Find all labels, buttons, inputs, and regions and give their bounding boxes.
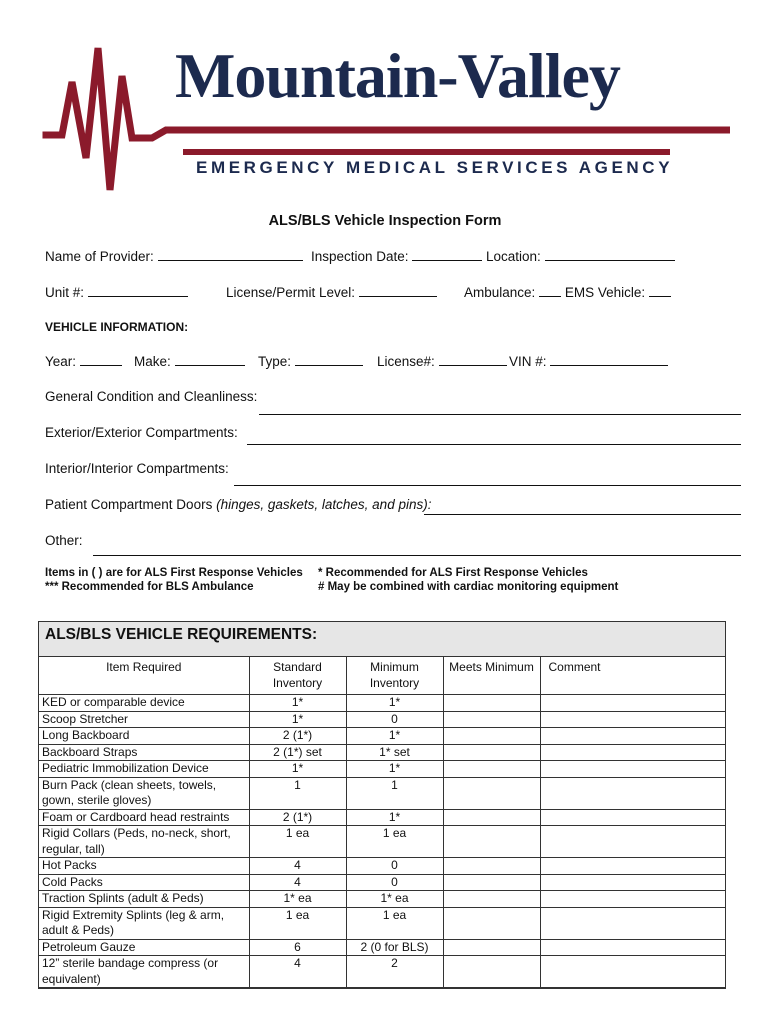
note-als-recommended: * Recommended for ALS First Response Vehicles [318,567,588,579]
interior-field[interactable] [234,485,741,486]
standard-cell: 1 ea [249,907,346,939]
form-title: ALS/BLS Vehicle Inspection Form [268,213,502,229]
minimum-cell: 1* [346,761,443,778]
type-field[interactable] [295,353,363,366]
ambulance-field[interactable] [539,284,561,297]
license-level-field[interactable] [359,284,437,297]
make-label: Make: [134,354,171,369]
standard-cell: 1* [249,711,346,728]
minimum-cell: 0 [346,711,443,728]
doors-field[interactable] [424,514,741,515]
comment-cell[interactable] [540,826,725,858]
date-label: Inspection Date: [311,249,409,264]
location-label: Location: [486,249,541,264]
provider-field[interactable] [158,248,303,261]
meets-cell[interactable] [443,711,540,728]
table-row [39,761,725,778]
requirements-header [39,622,725,657]
item-cell: Foam or Cardboard head restraints [39,809,249,826]
type-row [258,353,363,369]
doors-label: Patient Compartment Doors [45,497,213,512]
item-cell: Cold Packs [39,874,249,891]
meets-cell[interactable] [443,907,540,939]
table-row [39,891,725,908]
minimum-cell: 0 [346,858,443,875]
meets-cell[interactable] [443,858,540,875]
comment-cell[interactable] [540,891,725,908]
item-cell: Rigid Collars (Peds, no-neck, short, regular, tall) [39,826,249,858]
doors-detail: (hinges, gaskets, latches, and pins): [216,497,432,512]
note-cardiac: # May be combined with cardiac monitoring equipment [318,581,619,593]
item-cell: Backboard Straps [39,744,249,761]
doors-row [45,497,431,512]
vehicle-kind-row [464,284,671,300]
item-cell: Long Backboard [39,728,249,745]
year-field[interactable] [80,353,122,366]
ambulance-label: Ambulance: [464,285,536,300]
col-standard: Standard Inventory [249,657,346,695]
table-row [39,826,725,858]
minimum-cell: 1 ea [346,826,443,858]
comment-cell[interactable] [540,874,725,891]
brand-tagline: EMERGENCY MEDICAL SERVICES AGENCY [196,158,674,177]
license-level-label: License/Permit Level: [226,285,356,300]
comment-cell[interactable] [540,761,725,778]
minimum-cell: 0 [346,874,443,891]
year-row [45,353,122,369]
standard-cell: 1* [249,761,346,778]
comment-cell[interactable] [540,939,725,956]
general-label: General Condition and Cleanliness: [45,389,258,404]
license-field[interactable] [439,353,507,366]
standard-cell: 1* ea [249,891,346,908]
meets-cell[interactable] [443,891,540,908]
other-field[interactable] [93,555,741,556]
requirements-section [38,621,726,989]
minimum-cell: 1* [346,809,443,826]
meets-cell[interactable] [443,809,540,826]
comment-cell[interactable] [540,956,725,988]
minimum-cell: 1* [346,728,443,745]
vin-field[interactable] [550,353,668,366]
comment-cell[interactable] [540,728,725,745]
item-cell: Scoop Stretcher [39,711,249,728]
item-cell: 12” sterile bandage compress (or equivalent) [39,956,249,988]
note-right [318,566,618,594]
standard-cell: 4 [249,956,346,988]
type-label: Type: [258,354,292,369]
meets-cell[interactable] [443,744,540,761]
item-cell: KED or comparable device [39,695,249,712]
location-field[interactable] [545,248,675,261]
unit-field[interactable] [88,284,188,297]
table-row [39,874,725,891]
standard-cell: 2 (1*) [249,809,346,826]
brand-name: Mountain-Valley [175,40,620,111]
minimum-cell: 2 (0 for BLS) [346,939,443,956]
exterior-field[interactable] [247,444,741,445]
table-row [39,777,725,809]
item-cell: Traction Splints (adult & Peds) [39,891,249,908]
other-label: Other: [45,533,83,548]
standard-cell: 2 (1*) set [249,744,346,761]
meets-cell[interactable] [443,761,540,778]
minimum-cell: 1 ea [346,907,443,939]
meets-cell[interactable] [443,728,540,745]
interior-label: Interior/Interior Compartments: [45,461,229,476]
item-cell: Rigid Extremity Splints (leg & arm, adult & Peds) [39,907,249,939]
item-cell: Petroleum Gauze [39,939,249,956]
table-row [39,956,725,988]
table-row [39,907,725,939]
meets-cell[interactable] [443,939,540,956]
make-row [134,353,245,369]
unit-label: Unit #: [45,285,85,300]
item-cell: Burn Pack (clean sheets, towels, gown, sterile gloves) [39,777,249,809]
comment-cell[interactable] [540,809,725,826]
minimum-cell: 2 [346,956,443,988]
vin-row [509,353,668,369]
table-row [39,728,725,745]
location-row [486,248,675,264]
table-row [39,744,725,761]
vin-label: VIN #: [509,354,547,369]
standard-cell: 1 [249,777,346,809]
note-als-items: Items in ( ) are for ALS First Response Vehicles [45,567,303,579]
exterior-label: Exterior/Exterior Compartments: [45,425,238,440]
comment-cell[interactable] [540,907,725,939]
ems-vehicle-field[interactable] [649,284,671,297]
note-left [45,566,303,594]
table-row [39,858,725,875]
table-header-row [39,657,725,695]
provider-label: Name of Provider: [45,249,154,264]
standard-cell: 1 ea [249,826,346,858]
table-row [39,711,725,728]
ems-vehicle-label: EMS Vehicle: [564,285,646,300]
meets-cell[interactable] [443,874,540,891]
standard-cell: 4 [249,858,346,875]
minimum-cell: 1* [346,695,443,712]
minimum-cell: 1* ea [346,891,443,908]
license-level-row [226,284,437,300]
item-cell: Pediatric Immobilization Device [39,761,249,778]
requirements-table [39,657,725,988]
comment-cell[interactable] [540,744,725,761]
make-field[interactable] [175,353,245,366]
license-row [377,353,507,369]
standard-cell: 2 (1*) [249,728,346,745]
table-row [39,809,725,826]
requirements-title: ALS/BLS VEHICLE REQUIREMENTS: [45,626,318,643]
comment-cell[interactable] [540,777,725,809]
comment-cell[interactable] [540,858,725,875]
col-minimum: Minimum Inventory [346,657,443,695]
minimum-cell: 1* set [346,744,443,761]
general-field[interactable] [259,414,741,415]
col-meets: Meets Minimum [443,657,540,695]
table-row [39,695,725,712]
license-label: License#: [377,354,435,369]
col-comment: Comment [540,657,725,695]
table-row [39,939,725,956]
provider-row [45,248,303,264]
date-row [311,248,482,264]
col-item: Item Required [39,657,249,695]
comment-cell[interactable] [540,711,725,728]
meets-cell[interactable] [443,826,540,858]
standard-cell: 1* [249,695,346,712]
unit-row [45,284,188,300]
vehicle-info-label: VEHICLE INFORMATION: [45,320,189,334]
standard-cell: 4 [249,874,346,891]
year-label: Year: [45,354,77,369]
minimum-cell: 1 [346,777,443,809]
meets-cell[interactable] [443,777,540,809]
date-field[interactable] [412,248,482,261]
note-bls-recommended: *** Recommended for BLS Ambulance [45,581,254,593]
standard-cell: 6 [249,939,346,956]
comment-cell[interactable] [540,695,725,712]
meets-cell[interactable] [443,956,540,988]
meets-cell[interactable] [443,695,540,712]
item-cell: Hot Packs [39,858,249,875]
